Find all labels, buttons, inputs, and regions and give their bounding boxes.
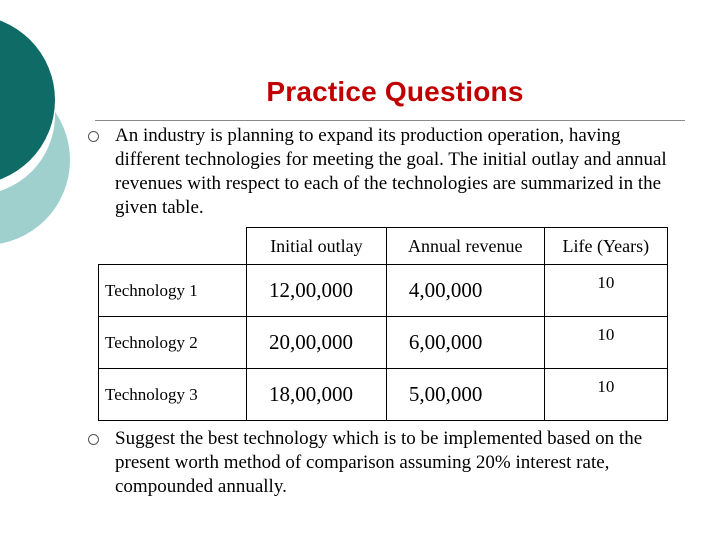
table-row <box>99 369 668 421</box>
life-years: 10 <box>544 369 667 421</box>
question-paragraph: Suggest the best technology which is to be implemented based on the present worth method of comparison assuming 20% interest rate, compounded annually. <box>115 428 643 497</box>
technology-table <box>98 227 668 421</box>
initial-outlay: 18,00,000 <box>247 369 387 421</box>
bullet-circle-icon <box>88 131 99 142</box>
technology-name: Technology 1 <box>99 265 247 317</box>
technology-name: Technology 2 <box>99 317 247 369</box>
table-header-cell: Initial outlay <box>247 228 387 265</box>
table-header-cell <box>99 228 247 265</box>
title-divider <box>95 120 685 121</box>
life-years: 10 <box>544 317 667 369</box>
table-row <box>99 317 668 369</box>
annual-revenue: 6,00,000 <box>386 317 544 369</box>
table-header-cell: Life (Years) <box>544 228 667 265</box>
table-header-row <box>99 228 668 265</box>
initial-outlay: 12,00,000 <box>247 265 387 317</box>
intro-paragraph: An industry is planning to expand its production operation, having different technologies for meeting the goal. The initial outlay and annual revenues with respect to each of the technologies are summarized in the given table. <box>115 125 667 218</box>
initial-outlay: 20,00,000 <box>247 317 387 369</box>
table-row <box>99 265 668 317</box>
table-header-cell: Annual revenue <box>386 228 544 265</box>
annual-revenue: 5,00,000 <box>386 369 544 421</box>
bullet-circle-icon <box>88 434 99 445</box>
annual-revenue: 4,00,000 <box>386 265 544 317</box>
slide-title: Practice Questions <box>266 76 524 107</box>
technology-name: Technology 3 <box>99 369 247 421</box>
life-years: 10 <box>544 265 667 317</box>
